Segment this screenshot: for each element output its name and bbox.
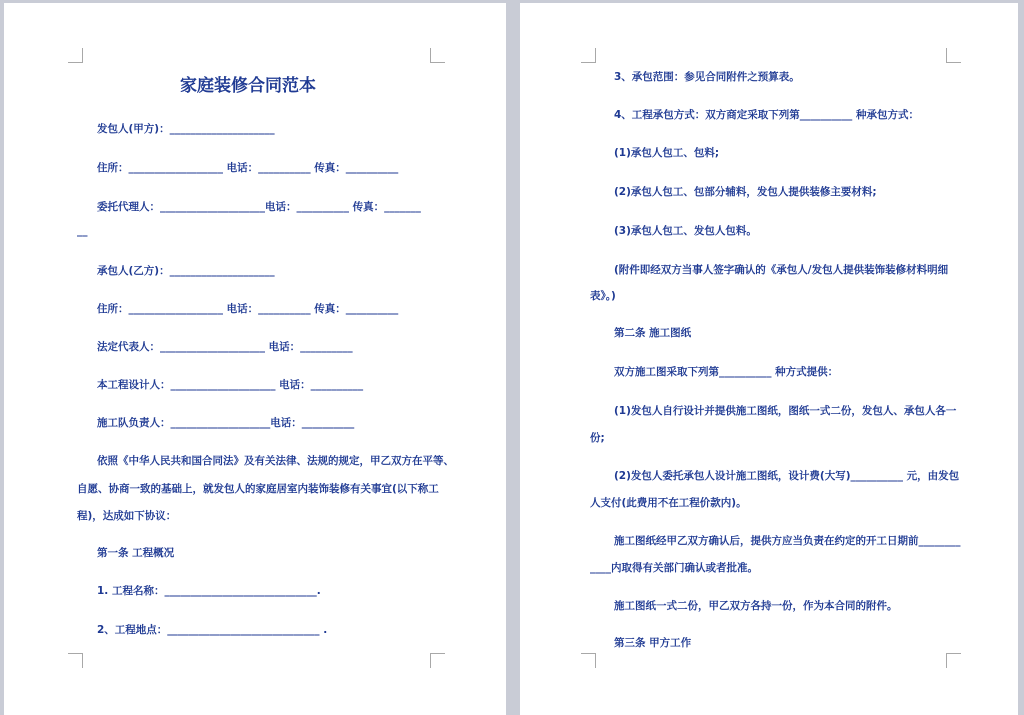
field-contractor-address: 住所：__________________ 电话：__________ 传真：__________	[97, 303, 399, 315]
crop-mark-top-right-icon	[430, 48, 445, 63]
field-employer: 发包人(甲方)：____________________	[97, 123, 275, 135]
drawing-option-2-line-1: (2)发包人委托承包人设计施工图纸，设计费(大写)__________ 元，由发包	[614, 470, 960, 482]
drawing-method-clause: 双方施工图采取下列第__________ 种方式提供：	[614, 366, 839, 378]
article-2-heading: 第二条 施工图纸	[614, 327, 692, 339]
article-3-heading: 第三条 甲方工作	[614, 637, 692, 649]
attachment-note-line-2: 表》。)	[590, 290, 616, 302]
preamble-line-1: 依照《中华人民共和国合同法》及有关法律、法规的规定，甲乙双方在平等、	[97, 455, 454, 467]
drawing-approval-line-2: ____内取得有关部门确认或者批准。	[590, 562, 758, 574]
project-name-field: 1. 工程名称：_____________________________.	[97, 585, 321, 597]
method-option-2: (2)承包人包工、包部分辅料，发包人提供装修主要材料;	[614, 186, 877, 198]
document-page-1	[4, 3, 506, 715]
field-agent: 委托代理人：____________________电话：__________ 传真：_______	[97, 201, 421, 213]
field-designer: 本工程设计人：____________________ 电话：__________	[97, 379, 364, 391]
document-page-2	[520, 3, 1018, 715]
preamble-line-3: 程)，达成如下协议：	[77, 510, 177, 522]
field-employer-address: 住所：__________________ 电话：__________ 传真：__________	[97, 162, 399, 174]
crop-mark-bottom-right-icon	[946, 653, 961, 668]
scope-clause: 3、承包范围：参见合同附件之预算表。	[614, 71, 800, 83]
crop-mark-bottom-left-icon	[68, 653, 83, 668]
drawing-option-1-line-2: 份;	[590, 432, 605, 444]
field-construction-lead: 施工队负责人：___________________电话：__________	[97, 417, 355, 429]
crop-mark-top-right-icon	[946, 48, 961, 63]
drawing-copies-clause: 施工图纸一式二份，甲乙双方各持一份，作为本合同的附件。	[614, 600, 898, 612]
crop-mark-bottom-left-icon	[581, 653, 596, 668]
crop-mark-top-left-icon	[581, 48, 596, 63]
drawing-option-2-line-2: 人支付(此费用不在工程价款内)。	[590, 497, 747, 509]
field-agent-wrap: __	[77, 225, 88, 237]
drawing-approval-line-1: 施工图纸经甲乙双方确认后，提供方应当负责在约定的开工日期前________	[614, 535, 961, 547]
drawing-option-1-line-1: (1)发包人自行设计并提供施工图纸，图纸一式二份，发包人、承包人各一	[614, 405, 957, 417]
contract-method-clause: 4、工程承包方式：双方商定采取下列第__________ 种承包方式：	[614, 109, 919, 121]
article-1-heading: 第一条 工程概况	[97, 547, 175, 559]
crop-mark-top-left-icon	[68, 48, 83, 63]
method-option-1: (1)承包人包工、包料;	[614, 147, 720, 159]
field-legal-representative: 法定代表人：____________________ 电话：__________	[97, 341, 353, 353]
field-contractor: 承包人(乙方)：____________________	[97, 265, 275, 277]
project-location-field: 2、工程地点：_____________________________ .	[97, 624, 328, 636]
method-option-3: (3)承包人包工、发包人包料。	[614, 225, 757, 237]
crop-mark-bottom-right-icon	[430, 653, 445, 668]
document-title: 家庭装修合同范本	[180, 76, 316, 96]
preamble-line-2: 自愿、协商一致的基础上，就发包人的家庭居室内装饰装修有关事宜(以下称工	[77, 483, 439, 495]
attachment-note-line-1: (附件即经双方当事人签字确认的《承包人/发包人提供装饰装修材料明细	[614, 264, 949, 276]
